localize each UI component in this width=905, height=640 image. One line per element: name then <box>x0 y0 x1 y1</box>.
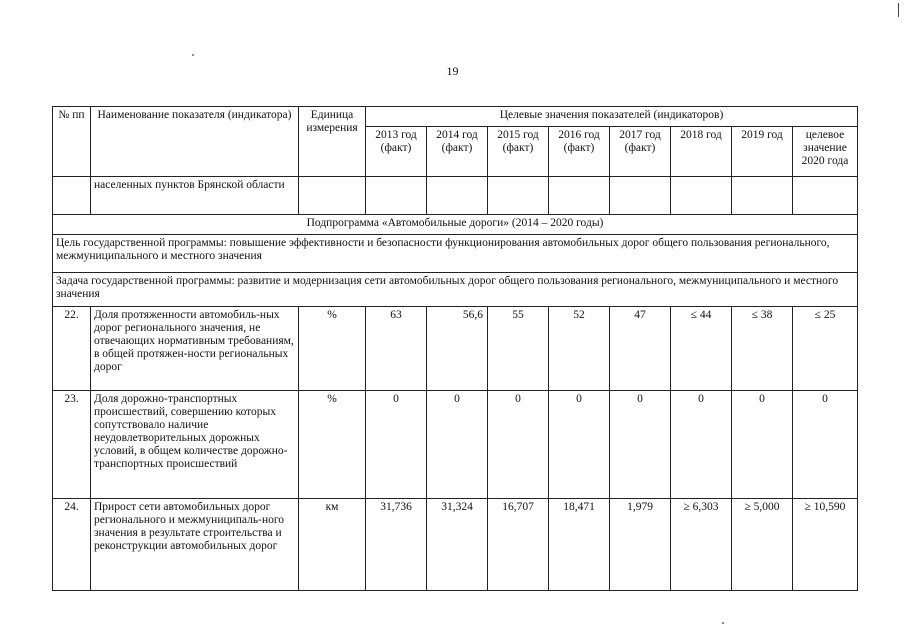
page-number: 19 <box>446 64 459 78</box>
row-unit: % <box>299 391 366 499</box>
subprogram-title: Подпрограмма «Автомобильные дороги» (2014 – 2020 годы) <box>53 215 858 235</box>
row-name: Доля протяженности автомобиль-ных дорог регионального значения, не отвечающих нормативным требованиям, в общей протяжен-ности региональных дорог <box>91 307 299 391</box>
program-goal: Цель государственной программы: повышение эффективности и безопасности функционирования автомобильных дорог общего пользования регионального, межмуниципального и местного значения <box>53 235 858 273</box>
header-year: 2014 год (факт) <box>427 127 488 177</box>
row-no: 22. <box>53 307 91 391</box>
row-value: 16,707 <box>488 499 549 591</box>
table-row <box>53 391 858 499</box>
table-row <box>53 307 858 391</box>
row-name: Доля дорожно-транспортных происшествий, совершению которых сопутствовало наличие неудовлетворительных дорожных условий, в общем количестве дорожно-транспортных происшествий <box>91 391 299 499</box>
row-value: ≥ 5,000 <box>732 499 793 591</box>
row-value: 31,324 <box>427 499 488 591</box>
row-name: Прирост сети автомобильных дорог регионального и межмуниципаль-ного значения в результате строительства и реконструкции автомобильных дорог <box>91 499 299 591</box>
row-value: 1,979 <box>610 499 671 591</box>
row-value: 0 <box>732 391 793 499</box>
row-value: ≤ 25 <box>793 307 858 391</box>
header-year: 2019 год <box>732 127 793 177</box>
header-no: № пп <box>53 107 91 177</box>
header-year: целевое значение 2020 года <box>793 127 858 177</box>
program-task: Задача государственной программы: развитие и модернизация сети автомобильных дорог общего пользования регионального, межмуниципального и местного значения <box>53 273 858 307</box>
row-value: 0 <box>793 391 858 499</box>
header-year: 2016 год (факт) <box>549 127 610 177</box>
row-value: 0 <box>549 391 610 499</box>
row-value: ≤ 44 <box>671 307 732 391</box>
header-year: 2017 год (факт) <box>610 127 671 177</box>
row-no: 24. <box>53 499 91 591</box>
row-value: 31,736 <box>366 499 427 591</box>
scan-speck <box>192 54 194 56</box>
header-year: 2015 год (факт) <box>488 127 549 177</box>
header-targets: Целевые значения показателей (индикаторов) <box>366 107 858 127</box>
scan-speck <box>722 622 724 624</box>
indicators-table <box>52 106 858 591</box>
row-value: 0 <box>366 391 427 499</box>
header-year: 2018 год <box>671 127 732 177</box>
header-name: Наименование показателя (индикатора) <box>91 107 299 177</box>
row-value: 56,6 <box>427 307 488 391</box>
row-value: ≥ 6,303 <box>671 499 732 591</box>
edge-mark <box>898 3 899 17</box>
header-year: 2013 год (факт) <box>366 127 427 177</box>
table-row <box>53 499 858 591</box>
row-value: 18,471 <box>549 499 610 591</box>
header-unit: Единица измерения <box>299 107 366 177</box>
row-value: ≤ 38 <box>732 307 793 391</box>
row-no: 23. <box>53 391 91 499</box>
row-value: 0 <box>671 391 732 499</box>
row-value: 55 <box>488 307 549 391</box>
table-row <box>53 177 858 215</box>
row-value: 0 <box>488 391 549 499</box>
row-value: ≥ 10,590 <box>793 499 858 591</box>
row-value: 0 <box>610 391 671 499</box>
row-unit: % <box>299 307 366 391</box>
row-value: 0 <box>427 391 488 499</box>
row-value: 63 <box>366 307 427 391</box>
row-value: 52 <box>549 307 610 391</box>
row-unit: км <box>299 499 366 591</box>
row-value: 47 <box>610 307 671 391</box>
row-name: населенных пунктов Брянской области <box>91 177 299 215</box>
